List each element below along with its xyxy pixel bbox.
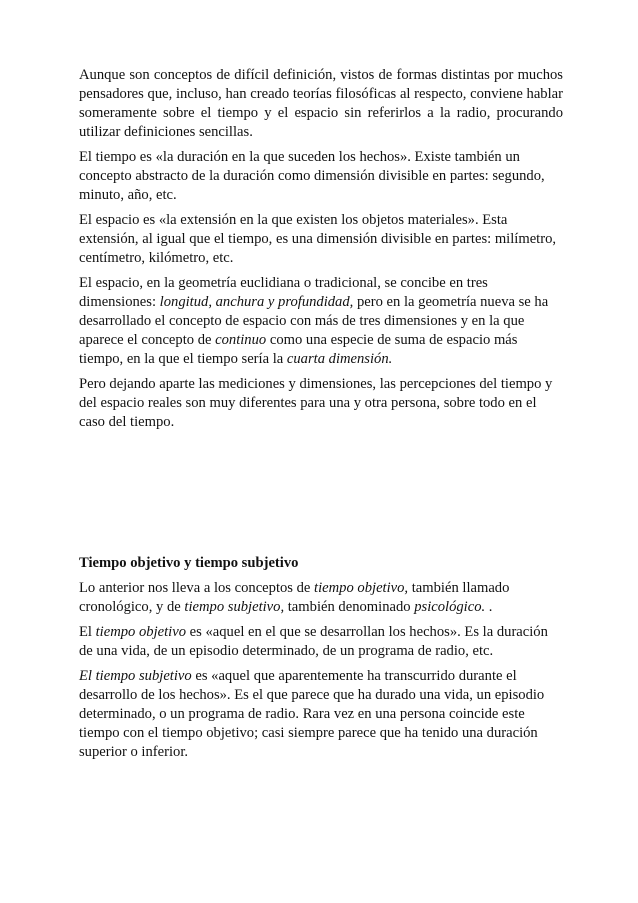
section-heading: Tiempo objetivo y tiempo subjetivo: [79, 555, 299, 571]
paragraph-percepciones: Pero dejando aparte las mediciones y dimensiones, las percepciones del tiempo y del espacio reales son muy diferentes para una y otra persona, sobre todo en el caso del tiempo.: [79, 376, 553, 430]
text-run: El espacio, en la geometría euclidiana o tradicional, se concibe en tres dimensiones:: [79, 275, 488, 310]
paragraph-tiempo-objetivo: [79, 623, 563, 661]
text-run: pero en la geometría nueva se ha desarrollado el concepto de espacio con más de tres dimensiones y en la que aparece el concepto de: [79, 294, 549, 348]
text-run: como una especie de suma de espacio más tiempo, en la que el tiempo sería la: [79, 332, 518, 367]
italic-run: El tiempo subjetivo: [79, 668, 192, 684]
text-run: es «aquel que aparentemente ha transcurrido durante el desarrollo de los hechos». Es el que parece que ha durado una vida, un episodio determinado, o un programa de radio. Rara vez en una persona coincide este tiempo con el tiempo objetivo; casi siempre parece que ha tenido una duración superior o inferior.: [79, 668, 545, 760]
paragraph-conceptos: [79, 579, 563, 617]
italic-run: cuarta dimensión.: [286, 351, 393, 367]
text-run: Lo anterior nos lleva a los conceptos de: [79, 580, 315, 596]
blank-space: [79, 438, 563, 554]
text-run: también denominado: [284, 599, 415, 615]
italic-run: tiempo objetivo: [95, 624, 187, 640]
text-run: y de: [152, 599, 185, 615]
italic-run: continuo: [215, 332, 267, 348]
paragraph-tiempo-subjetivo: [79, 667, 563, 762]
paragraph-intro: Aunque son conceptos de difícil definición, vistos de formas distintas por muchos pensadores que, incluso, han creado teorías filosóficas al respecto, conviene hablar someramente sobre el tiempo y el espacio sin referirlos a la radio, procurando utilizar definiciones sencillas.: [79, 67, 563, 140]
text-run: El: [79, 624, 96, 640]
text-run: también llamado cronológico,: [79, 580, 510, 615]
paragraph-tiempo: El tiempo es «la duración en la que suceden los hechos». Existe también un concepto abstracto de la duración como dimensión divisible en partes: segundo, minuto, año, etc.: [79, 149, 545, 203]
document-page: [79, 66, 563, 768]
paragraph-geometria: [79, 274, 563, 369]
paragraph-espacio: El espacio es «la extensión en la que existen los objetos materiales». Esta extensión, al igual que el tiempo, es una dimensión divisible en partes: milímetro, centímetro, kilómetro, etc.: [79, 212, 557, 266]
italic-run: psicológico.: [414, 599, 486, 615]
italic-run: tiempo objetivo,: [314, 580, 409, 596]
text-run: .: [485, 599, 493, 615]
italic-run: longitud, anchura y profundidad,: [159, 294, 354, 310]
italic-run: tiempo subjetivo,: [184, 599, 285, 615]
text-run: es «aquel en el que se desarrollan los hechos». Es la duración de una vida, de un episodio determinado, de un programa de radio, etc.: [79, 624, 548, 659]
